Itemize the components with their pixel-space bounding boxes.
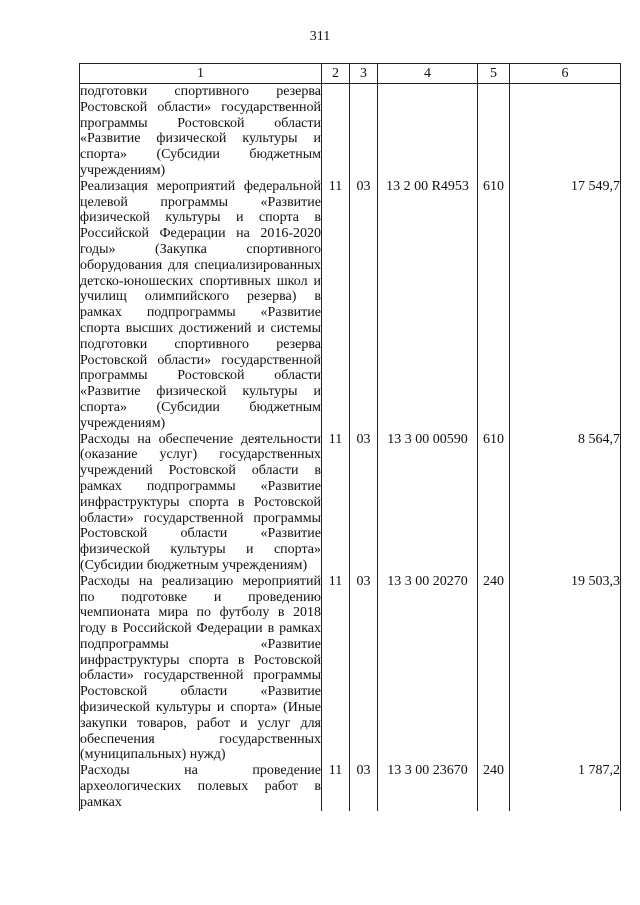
row-expense-type	[478, 84, 510, 179]
page-number: 311	[309, 29, 331, 44]
table-row	[80, 432, 621, 574]
row-target-code: 13 3 00 00590	[378, 432, 478, 574]
row-expense-type: 240	[478, 574, 510, 764]
row-section: 11	[322, 763, 350, 810]
table-row	[80, 574, 621, 764]
row-description: Реализация мероприятий федеральной целевой программы «Развитие физической культуры и спорта в Российской Федерации на 2016-2020 годы» (Закупка спортивного оборудования для специализированных детско-юношеских спортивных школ и училищ олимпийского резерва) в рамках подпрограммы «Развитие спорта высших достижений и системы подготовки спортивного резерва Ростовской области» государственной программы Ростовской области «Развитие физической культуры и спорта» (Субсидии бюджетным учреждениям)	[80, 178, 321, 431]
row-amount	[510, 84, 621, 179]
column-header-3: 3	[350, 64, 378, 84]
table-header-row	[80, 64, 621, 84]
budget-table	[79, 63, 621, 811]
row-amount: 19 503,3	[510, 574, 621, 764]
column-header-2: 2	[322, 64, 350, 84]
column-header-1: 1	[80, 64, 322, 84]
row-subsection: 03	[350, 574, 378, 764]
row-amount: 1 787,2	[510, 763, 621, 810]
row-subsection: 03	[350, 432, 378, 574]
table-row	[80, 763, 621, 810]
row-subsection: 03	[350, 763, 378, 810]
row-description: Расходы на реализацию мероприятий по подготовке и проведению чемпионата мира по футболу в 2018 году в Российской Федерации в рамках подпрограммы «Развитие инфраструктуры спорта в Ростовской области» государственной программы Ростовской области «Развитие физической культуры и спорта» (Иные закупки товаров, работ и услуг для обеспечения государственных (муниципальных) нужд)	[80, 573, 321, 763]
column-header-6: 6	[510, 64, 621, 84]
row-section: 11	[322, 574, 350, 764]
row-target-code: 13 2 00 R4953	[378, 179, 478, 432]
row-target-code: 13 3 00 23670	[378, 763, 478, 810]
row-section: 11	[322, 179, 350, 432]
table-row	[80, 179, 621, 432]
row-amount: 8 564,7	[510, 432, 621, 574]
row-description: подготовки спортивного резерва Ростовской области» государственной программы Ростовской области «Развитие физической культуры и спорта» (Субсидии бюджетным учреждениям)	[80, 84, 321, 178]
row-amount: 17 549,7	[510, 179, 621, 432]
table-row	[80, 84, 621, 179]
row-expense-type: 240	[478, 763, 510, 810]
row-target-code	[378, 84, 478, 179]
row-target-code: 13 3 00 20270	[378, 574, 478, 764]
row-subsection	[350, 84, 378, 179]
row-section	[322, 84, 350, 179]
row-section: 11	[322, 432, 350, 574]
row-subsection: 03	[350, 179, 378, 432]
column-header-4: 4	[378, 64, 478, 84]
row-expense-type: 610	[478, 179, 510, 432]
column-header-5: 5	[478, 64, 510, 84]
row-description: Расходы на обеспечение деятельности (оказание услуг) государственных учреждений Ростовской области в рамках подпрограммы «Развитие инфраструктуры спорта в Ростовской области» государственной программы Ростовской области «Развитие физической культуры и спорта» (Субсидии бюджетным учреждениям)	[80, 431, 321, 573]
row-description: Расходы на проведение археологических полевых работ в рамках	[80, 763, 321, 810]
row-expense-type: 610	[478, 432, 510, 574]
